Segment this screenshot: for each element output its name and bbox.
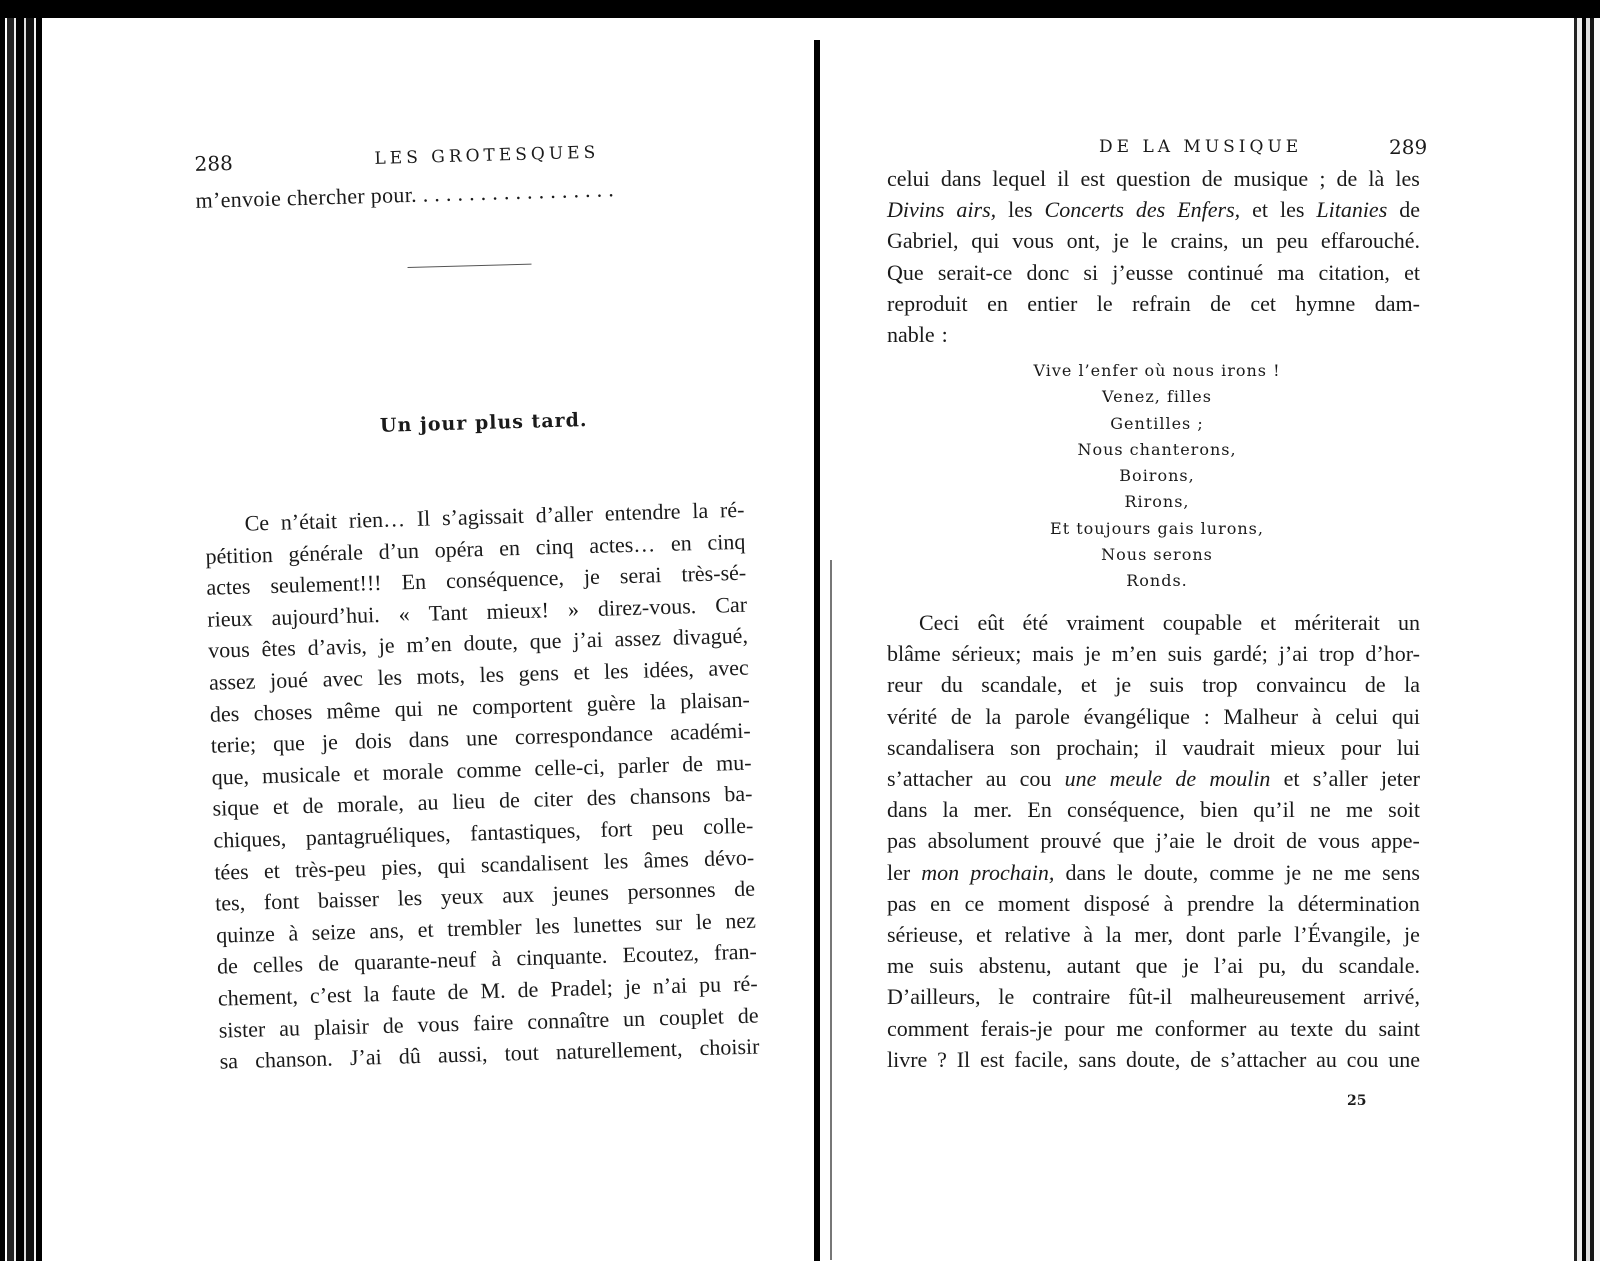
book-gutter-shadow bbox=[830, 560, 832, 1260]
scan-right-page-edges bbox=[1570, 18, 1600, 1261]
text-line: que, musicale et morale comme celle-ci, parler de mu- bbox=[211, 749, 752, 790]
text-line: de celles de quarante-neuf à cinquante. Ecoutez, fran- bbox=[216, 938, 758, 980]
text-line: D’ailleurs, le contraire fût-il malheureusement arrivé, bbox=[887, 984, 1420, 1010]
book-gutter bbox=[814, 40, 820, 1261]
running-head: LES GROTESQUES bbox=[374, 142, 600, 169]
verse-refrain bbox=[887, 358, 1427, 595]
verse-line: Nous serons bbox=[1101, 545, 1213, 565]
text-line: vous êtes d’avis, je m’en doute, que j’ai assez divagué, bbox=[207, 623, 749, 664]
text-line: sique et de morale, au lieu de citer des chansons ba- bbox=[212, 781, 753, 822]
text-line: rieux aujourd’hui. « Tant mieux! » direz-vous. Car bbox=[206, 591, 748, 632]
text-line: vérité de la parole évangélique : Malheur à celui qui bbox=[887, 703, 1420, 729]
text-line: m’envoie chercher pour. . . . . . . . . . . . . . . . . . bbox=[195, 176, 615, 213]
verse-line: Gentilles ; bbox=[1110, 413, 1204, 433]
text-line: pétition générale d’un opéra en cinq actes… en cinq bbox=[205, 528, 746, 569]
text-line: actes seulement!!! En conséquence, je serai très-sé- bbox=[206, 559, 747, 600]
left-page bbox=[190, 0, 805, 1261]
text-line: sister au plaisir de vous faire connaître un couplet de bbox=[218, 1002, 759, 1043]
text-line: pas en ce moment disposé à prendre la détermination bbox=[887, 890, 1420, 916]
text-line: blâme sérieux; mais je m’en suis gardé; j’ai trop d’hor- bbox=[887, 641, 1420, 667]
text-line: livre ? Il est facile, sans doute, de s’attacher au cou une bbox=[887, 1046, 1420, 1072]
verse-line: Vive l’enfer où nous irons ! bbox=[1033, 361, 1281, 380]
section-rule bbox=[408, 264, 532, 268]
text-line: nable : bbox=[887, 322, 948, 347]
text-line: sérieuse, et relative à la mer, dont parle l’Évangile, je bbox=[887, 922, 1420, 947]
text-line: chiques, pantagruéliques, fantastiques, fort peu colle- bbox=[213, 812, 754, 853]
scan-left-page-edges bbox=[0, 18, 42, 1261]
running-head: DE LA MUSIQUE bbox=[1099, 137, 1303, 157]
signature-mark: 25 bbox=[1347, 1093, 1367, 1109]
text-line: Que serait-ce donc si j’eusse continué ma citation, et bbox=[887, 259, 1420, 285]
text-line: terie; que je dois dans une correspondance académi- bbox=[210, 717, 751, 758]
text-line: tes, font baisser les yeux aux jeunes personnes de bbox=[214, 875, 756, 916]
text-line: celui dans lequel il est question de musique ; de là les bbox=[887, 166, 1420, 191]
text-line: chement, c’est la faute de M. de Pradel; je n’ai pu ré- bbox=[217, 970, 758, 1011]
text-line: assez joué avec les mots, les gens et les idées, avec bbox=[208, 654, 750, 695]
text-line: pas absolument prouvé que j’aie le droit de vous appe- bbox=[887, 828, 1420, 854]
text-line: scandalisera son prochain; il vaudrait mieux pour lui bbox=[887, 734, 1420, 760]
text-line: reur du scandale, et je suis trop convaincu de la bbox=[887, 672, 1420, 698]
section-title: Un jour plus tard. bbox=[379, 409, 588, 437]
text-line: tées et très-peu pies, qui scandalisent les âmes dévo- bbox=[214, 844, 755, 885]
text-line: quinze à seize ans, et trembler les lunettes sur le nez bbox=[215, 907, 757, 948]
text-line: reproduit en entier le refrain de cet hymne dam- bbox=[887, 290, 1420, 316]
text-line: ler mon prochain, dans le doute, comme je ne me sens bbox=[887, 859, 1420, 885]
page-number: 289 bbox=[1389, 135, 1428, 159]
verse-line: Et toujours gais lurons, bbox=[1050, 518, 1264, 538]
right-page bbox=[887, 0, 1427, 1261]
text-line: Gabriel, qui vous ont, je le crains, un peu effarouché. bbox=[887, 228, 1420, 254]
page-number: 288 bbox=[194, 150, 234, 176]
text-line: comment ferais-je pour me conformer au texte du saint bbox=[887, 1015, 1420, 1041]
verse-line: Rirons, bbox=[1124, 492, 1190, 512]
text-line: dans la mer. En conséquence, bien qu’il ne me soit bbox=[887, 797, 1420, 823]
text-line: s’attacher au cou une meule de moulin et s’aller jeter bbox=[887, 766, 1420, 791]
text-line: Ceci eût été vraiment coupable et mériterait un bbox=[919, 610, 1420, 635]
text-line: sa chanson. J’ai dû aussi, tout naturellement, choisir bbox=[219, 1033, 760, 1074]
text-line: me suis abstenu, autant que je l’ai pu, du scandale. bbox=[887, 953, 1420, 979]
text-line: Divins airs, les Concerts des Enfers, et les Litanies de bbox=[887, 197, 1420, 223]
verse-line: Nous chanterons, bbox=[1077, 439, 1237, 459]
text-line: des choses même qui ne comportent guère la plaisan- bbox=[209, 686, 751, 727]
verse-line: Boirons, bbox=[1119, 466, 1195, 486]
verse-line: Venez, filles bbox=[1102, 387, 1212, 407]
verse-line: Ronds. bbox=[1126, 571, 1188, 591]
text-line: Ce n’était rien… Il s’agissait d’aller entendre la ré- bbox=[244, 496, 745, 536]
